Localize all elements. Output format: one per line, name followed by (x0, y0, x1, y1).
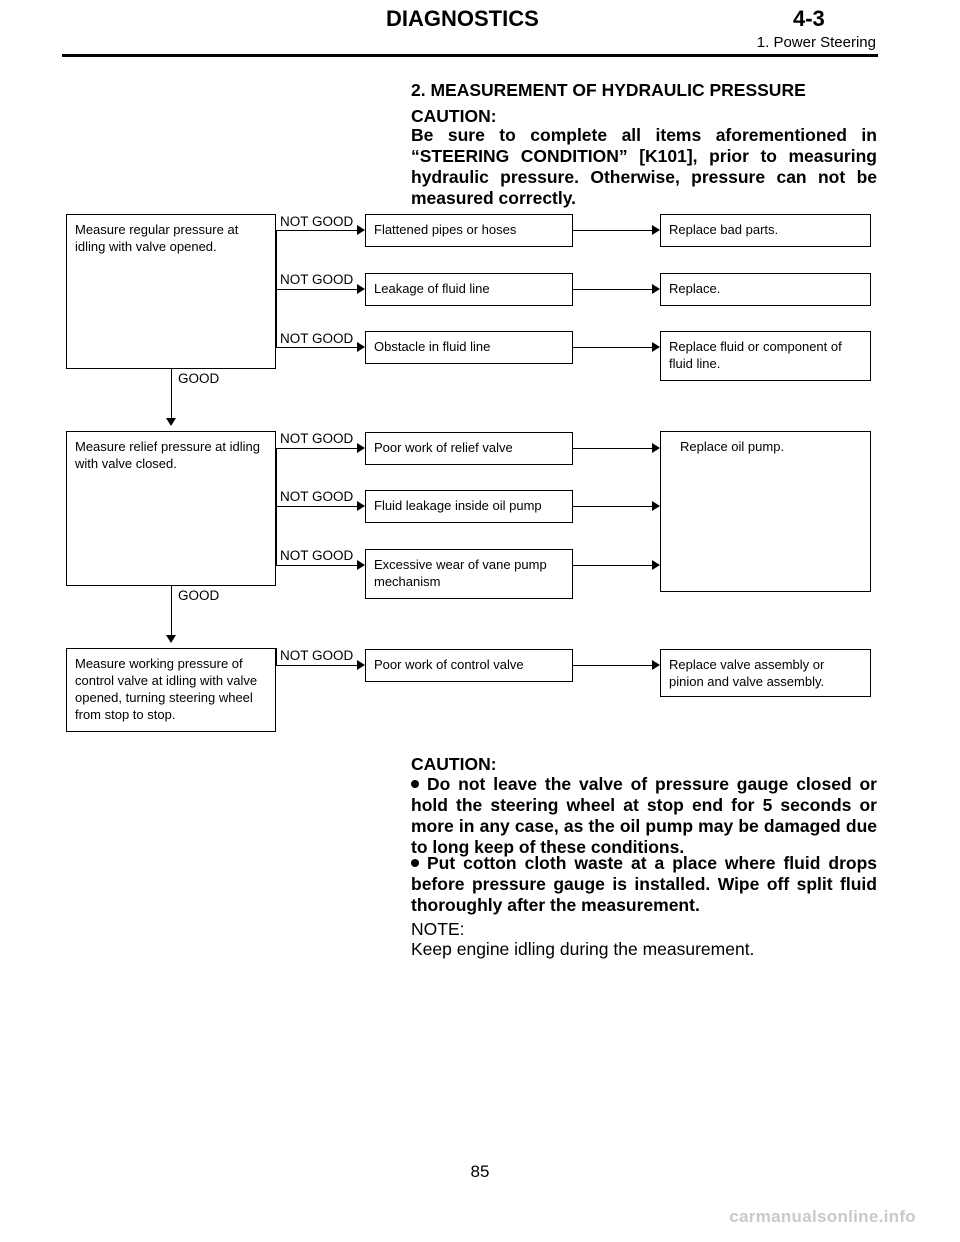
connector-line (573, 665, 653, 666)
note-label: NOTE: (411, 919, 465, 939)
connector-line (573, 506, 653, 507)
step2-good-label: GOOD (178, 588, 220, 603)
step1-down-line (171, 369, 172, 419)
right-arrow-icon (357, 560, 365, 570)
header-section-number: 4-3 (793, 6, 825, 31)
section-heading: 2. MEASUREMENT OF HYDRAULIC PRESSURE (411, 80, 806, 100)
connector-line (276, 506, 358, 507)
step2-text: Measure relief pressure at idling with valve closed. (75, 439, 260, 471)
cause-box: Flattened pipes or hoses (365, 214, 573, 247)
cause-box: Fluid leakage inside oil pump (365, 490, 573, 523)
step3-box (66, 648, 276, 732)
not-good-label: NOT GOOD (280, 331, 354, 346)
right-arrow-icon (652, 225, 660, 235)
cause-box: Poor work of control valve (365, 649, 573, 682)
remedy-box: Replace. (660, 273, 871, 306)
connector-line (573, 347, 653, 348)
note-text: Keep engine idling during the measurement. (411, 939, 755, 959)
bullet-icon (411, 780, 419, 788)
caution2-item-2 (411, 853, 877, 916)
right-arrow-icon (652, 660, 660, 670)
cause-box: Poor work of relief valve (365, 432, 573, 465)
header-title: DIAGNOSTICS (386, 6, 539, 31)
caution-text: Be sure to complete all items aforementioned in “STEERING CONDITION” [K101], prior to measuring hydraulic pressure. Otherwise, pressure can not be measured correctly. (411, 125, 877, 208)
connector-line (276, 289, 358, 290)
connector-line (573, 289, 653, 290)
down-arrow-icon (166, 635, 176, 643)
header-rule (62, 54, 878, 57)
step2-down-line (171, 586, 172, 636)
step2-box (66, 431, 276, 586)
cause-box: Obstacle in fluid line (365, 331, 573, 364)
right-arrow-icon (652, 342, 660, 352)
right-arrow-icon (357, 225, 365, 235)
connector-line (573, 230, 653, 231)
step1-box (66, 214, 276, 369)
caution-label: CAUTION: (411, 106, 497, 126)
cause-box: Excessive wear of vane pump mechanism (365, 549, 573, 599)
remedy-box-oil-pump: Replace oil pump. (660, 431, 871, 592)
not-good-label: NOT GOOD (280, 648, 354, 663)
remedy-box: Replace valve assembly or pinion and valve assembly. (660, 649, 871, 697)
caution2-item-2-text: Put cotton cloth waste at a place where fluid drops before pressure gauge is installed. Wipe off split fluid thoroughly after the measurement. (411, 853, 877, 915)
watermark: carmanualsonline.info (729, 1207, 916, 1226)
step3-text: Measure working pressure of control valve at idling with valve opened, turning steering wheel from stop to stop. (75, 656, 258, 722)
step1-good-label: GOOD (178, 371, 220, 386)
caution2-item-1 (411, 774, 877, 858)
not-good-label: NOT GOOD (280, 272, 354, 287)
remedy-box: Replace bad parts. (660, 214, 871, 247)
bullet-icon (411, 859, 419, 867)
right-arrow-icon (652, 284, 660, 294)
right-arrow-icon (652, 501, 660, 511)
not-good-label: NOT GOOD (280, 489, 354, 504)
connector-line (276, 665, 358, 666)
connector-line (573, 565, 653, 566)
connector-line (573, 448, 653, 449)
connector-line (276, 347, 358, 348)
down-arrow-icon (166, 418, 176, 426)
not-good-label: NOT GOOD (280, 431, 354, 446)
remedy-box: Replace fluid or component of fluid line. (660, 331, 871, 381)
right-arrow-icon (652, 560, 660, 570)
right-arrow-icon (357, 443, 365, 453)
connector-line (276, 448, 358, 449)
connector-line (276, 230, 358, 231)
right-arrow-icon (357, 660, 365, 670)
not-good-label: NOT GOOD (280, 548, 354, 563)
caution2-label: CAUTION: (411, 754, 497, 774)
cause-box: Leakage of fluid line (365, 273, 573, 306)
connector-line (276, 648, 277, 666)
page-number: 85 (470, 1162, 490, 1181)
step1-text: Measure regular pressure at idling with valve opened. (75, 222, 239, 254)
right-arrow-icon (357, 342, 365, 352)
right-arrow-icon (357, 501, 365, 511)
not-good-label: NOT GOOD (280, 214, 354, 229)
right-arrow-icon (357, 284, 365, 294)
connector-line (276, 565, 358, 566)
header-subtitle: 1. Power Steering (756, 34, 876, 51)
caution2-item-1-text: Do not leave the valve of pressure gauge closed or hold the steering wheel at stop end for 5 seconds or more in any case, as the oil pump may be damaged due to long keep of these conditions. (411, 774, 877, 857)
right-arrow-icon (652, 443, 660, 453)
